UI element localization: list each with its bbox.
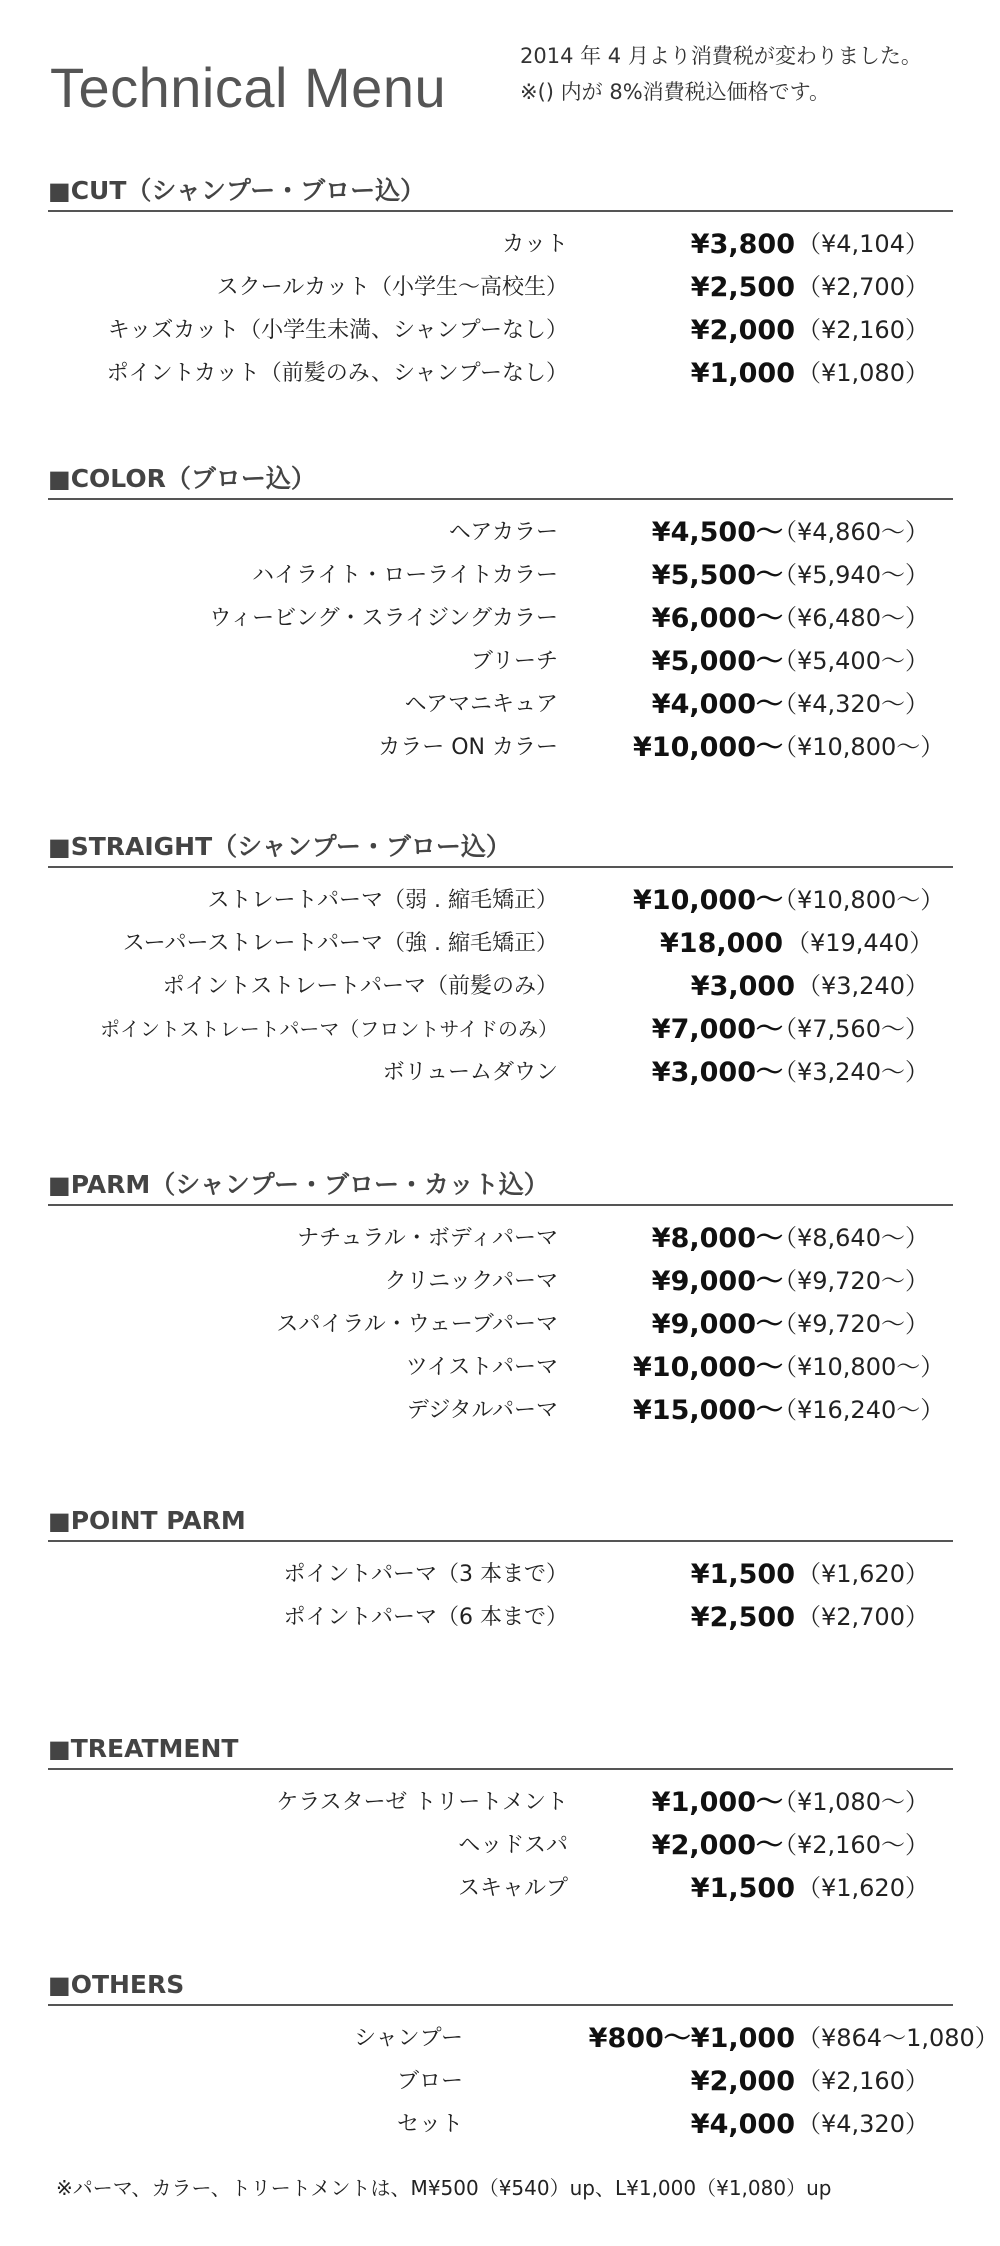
item-name: ヘッドスパ (458, 1833, 568, 1858)
item-name: クリニックパーマ (384, 1269, 558, 1294)
section-cut (48, 172, 953, 395)
item-tax-price: （¥1,620） (797, 1874, 929, 1902)
menu-item (48, 1824, 953, 1867)
square-bullet-icon: ■ (48, 833, 71, 861)
item-price: ¥5,000〜 (651, 646, 783, 677)
item-name: カット (502, 232, 568, 257)
item-price: ¥1,000 (690, 358, 795, 389)
item-price: ¥800〜¥1,000 (588, 2023, 795, 2054)
item-price: ¥3,000 (690, 971, 795, 1002)
menu-item (48, 511, 953, 554)
item-tax-price: （¥5,400〜） (773, 647, 929, 675)
item-price: ¥8,000〜 (651, 1223, 783, 1254)
item-tax-price: （¥19,440） (786, 929, 934, 957)
section-heading (48, 1730, 953, 1770)
item-tax-price: （¥2,700） (797, 273, 929, 301)
menu-item (48, 2017, 999, 2060)
menu-item (48, 1389, 953, 1432)
section-heading (48, 460, 953, 500)
item-tax-price: （¥16,240〜） (773, 1396, 945, 1424)
footnote: ※パーマ、カラー、トリートメントは、M¥500（¥540）up、L¥1,000（¥1,080）up (56, 2176, 832, 2200)
page-title: Technical Menu (50, 56, 447, 119)
item-price: ¥15,000〜 (633, 1395, 783, 1426)
item-price: ¥1,500 (690, 1559, 795, 1590)
square-bullet-icon: ■ (48, 1735, 71, 1763)
menu-item (48, 879, 953, 922)
menu-item (48, 683, 953, 726)
menu-item (48, 223, 953, 266)
item-name: スクールカット（小学生〜高校生） (216, 275, 568, 300)
item-price: ¥1,000〜 (651, 1787, 783, 1818)
item-tax-price: （¥1,620） (797, 1560, 929, 1588)
section-heading (48, 828, 953, 868)
tax-notice (520, 38, 922, 110)
tax-notice-line-1: 2014 年 4 月より消費税が変わりました。 (520, 44, 922, 68)
item-tax-price: （¥2,700） (797, 1603, 929, 1631)
item-name: ツイストパーマ (405, 1355, 558, 1380)
item-tax-price: （¥5,940〜） (773, 561, 929, 589)
menu-item (48, 1553, 953, 1596)
item-name: ハイライト・ローライトカラー (251, 563, 558, 588)
section-heading (48, 172, 953, 212)
square-bullet-icon: ■ (48, 1171, 71, 1199)
item-tax-price: （¥9,720〜） (773, 1310, 929, 1338)
item-tax-price: （¥8,640〜） (773, 1224, 929, 1252)
menu-item (48, 1303, 953, 1346)
item-tax-price: （¥10,800〜） (773, 1353, 945, 1381)
item-price: ¥2,000 (690, 2066, 795, 2097)
item-price: ¥18,000 (660, 928, 783, 959)
item-tax-price: （¥2,160） (797, 316, 929, 344)
menu-item (48, 726, 953, 769)
section-treatment (48, 1730, 953, 1910)
section-heading-text: OTHERS (70, 1970, 185, 1999)
item-tax-price: （¥1,080） (797, 359, 929, 387)
item-tax-price: （¥2,160〜） (773, 1831, 929, 1859)
item-name: スキャルプ (457, 1876, 568, 1901)
item-tax-price: （¥4,320〜） (773, 690, 929, 718)
section-straight (48, 828, 953, 1094)
menu-item (48, 1008, 953, 1051)
menu-item (48, 965, 953, 1008)
item-price: ¥5,500〜 (651, 560, 783, 591)
item-name: スーパーストレートパーマ（強 . 縮毛矯正） (122, 931, 558, 956)
item-price: ¥7,000〜 (651, 1014, 783, 1045)
item-tax-price: （¥6,480〜） (773, 604, 929, 632)
item-tax-price: （¥2,160） (797, 2067, 929, 2095)
menu-item (48, 554, 953, 597)
item-price: ¥2,000〜 (651, 1830, 783, 1861)
item-tax-price: （¥4,104） (797, 230, 929, 258)
menu-item (48, 1596, 953, 1639)
item-price: ¥4,000〜 (651, 689, 783, 720)
item-name: ブリーチ (470, 649, 558, 674)
item-name: デジタルパーマ (406, 1398, 558, 1423)
item-price: ¥9,000〜 (651, 1309, 783, 1340)
menu-item (48, 597, 953, 640)
item-price: ¥2,500 (690, 1602, 795, 1633)
section-color (48, 460, 953, 769)
item-name: カラー ON カラー (378, 735, 558, 760)
menu-item (48, 2103, 953, 2146)
section-heading-text: STRAIGHT（シャンプー・ブロー込） (70, 832, 511, 861)
menu-item (48, 309, 953, 352)
menu-item (48, 922, 953, 965)
item-name: セット (396, 2112, 463, 2137)
item-price: ¥9,000〜 (651, 1266, 783, 1297)
item-tax-price: （¥3,240〜） (773, 1058, 929, 1086)
section-heading-text: POINT PARM (70, 1506, 246, 1535)
section-heading (48, 1166, 953, 1206)
item-name: ポイントパーマ（3 本まで） (283, 1562, 568, 1587)
menu-item (48, 352, 953, 395)
square-bullet-icon: ■ (48, 1971, 71, 1999)
section-heading-text: PARM（シャンプー・ブロー・カット込） (70, 1170, 549, 1199)
item-name: ポイントストレートパーマ（フロントサイドのみ） (100, 1017, 558, 1041)
item-name: ポイントカット（前髪のみ、シャンプーなし） (106, 361, 568, 386)
section-heading-text: TREATMENT (70, 1734, 239, 1763)
item-tax-price: （¥864〜1,080） (797, 2024, 999, 2052)
item-tax-price: （¥7,560〜） (773, 1015, 929, 1043)
menu-item (48, 1051, 953, 1094)
item-price: ¥3,800 (690, 229, 795, 260)
item-price: ¥2,500 (690, 272, 795, 303)
item-name: ボリュームダウン (382, 1060, 558, 1085)
section-point-parm (48, 1502, 953, 1639)
item-price: ¥10,000〜 (633, 732, 783, 763)
item-name: ポイントパーマ（6 本まで） (283, 1605, 568, 1630)
item-tax-price: （¥9,720〜） (773, 1267, 929, 1295)
item-name: キッズカット（小学生未満、シャンプーなし） (107, 318, 568, 343)
square-bullet-icon: ■ (48, 1507, 71, 1535)
square-bullet-icon: ■ (48, 177, 71, 205)
item-price: ¥10,000〜 (633, 1352, 783, 1383)
section-heading-text: CUT（シャンプー・ブロー込） (70, 176, 426, 205)
menu-item (48, 640, 953, 683)
menu-item (48, 1217, 953, 1260)
item-price: ¥2,000 (690, 315, 795, 346)
item-tax-price: （¥10,800〜） (773, 886, 945, 914)
item-name: ポイントストレートパーマ（前髪のみ） (162, 974, 558, 999)
item-tax-price: （¥1,080〜） (773, 1788, 929, 1816)
section-heading (48, 1502, 953, 1542)
item-price: ¥6,000〜 (651, 603, 783, 634)
item-name: ストレートパーマ（弱 . 縮毛矯正） (207, 888, 558, 913)
menu-item (48, 2060, 953, 2103)
section-parm (48, 1166, 953, 1432)
item-price: ¥1,500 (690, 1873, 795, 1904)
menu-item (48, 1260, 953, 1303)
item-name: ブロー (396, 2069, 463, 2094)
item-tax-price: （¥4,860〜） (773, 518, 929, 546)
section-heading (48, 1966, 953, 2006)
menu-item (48, 1867, 953, 1910)
section-heading-text: COLOR（ブロー込） (70, 464, 316, 493)
item-price: ¥10,000〜 (633, 885, 783, 916)
item-name: ヘアカラー (448, 520, 558, 545)
menu-item (48, 1346, 953, 1389)
item-name: ナチュラル・ボディパーマ (297, 1226, 558, 1251)
item-name: ヘアマニキュア (404, 692, 558, 717)
item-name: スパイラル・ウェーブパーマ (276, 1312, 558, 1337)
square-bullet-icon: ■ (48, 465, 71, 493)
menu-item (48, 266, 953, 309)
item-price: ¥4,500〜 (651, 517, 783, 548)
tax-notice-line-2: ※() 内が 8%消費税込価格です。 (520, 80, 830, 104)
item-price: ¥3,000〜 (651, 1057, 783, 1088)
item-tax-price: （¥4,320） (797, 2110, 929, 2138)
item-tax-price: （¥10,800〜） (773, 733, 945, 761)
item-name: ウィービング・スライジングカラー (209, 606, 558, 631)
menu-item (48, 1781, 953, 1824)
item-price: ¥4,000 (690, 2109, 795, 2140)
item-name: シャンプー (354, 2026, 463, 2051)
item-name: ケラスターゼ トリートメント (276, 1790, 568, 1815)
section-others (48, 1966, 999, 2146)
item-tax-price: （¥3,240） (797, 972, 929, 1000)
